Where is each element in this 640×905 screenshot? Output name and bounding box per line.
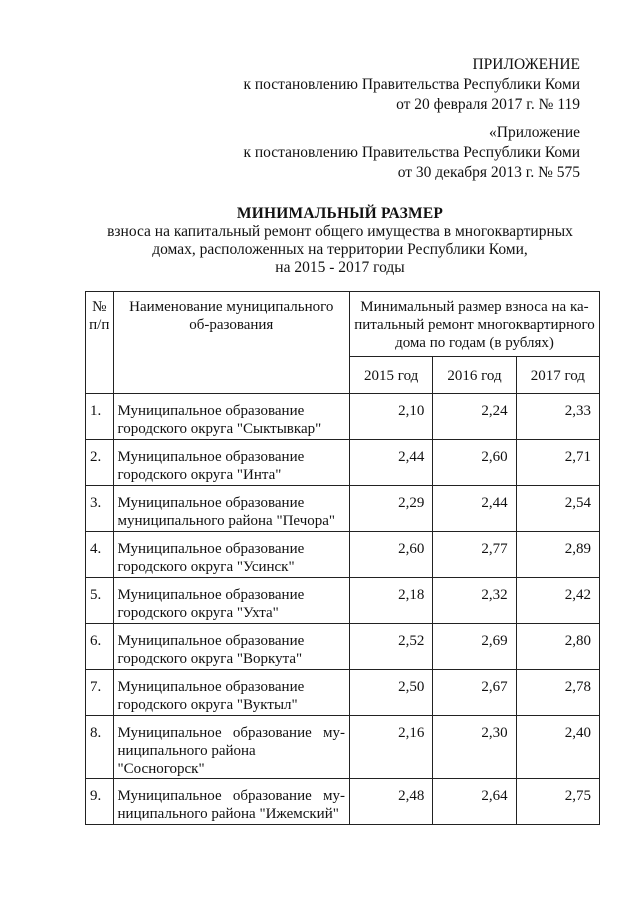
rate-2017: 2,71 (516, 440, 599, 486)
rate-2017: 2,89 (516, 532, 599, 578)
table-row (86, 578, 600, 624)
row-number: 9. (86, 779, 114, 825)
rate-2017: 2,80 (516, 624, 599, 670)
rate-2016: 2,77 (433, 532, 516, 578)
original-appendix-header (243, 123, 580, 183)
row-number: 2. (86, 440, 114, 486)
rate-2015: 2,52 (350, 624, 433, 670)
municipality-line-1: Муниципальное образование (117, 403, 305, 419)
appendix-resolution: к постановлению Правительства Республики Коми (243, 76, 580, 93)
header-year-2015: 2015 год (350, 357, 433, 394)
rate-2017: 2,78 (516, 670, 599, 716)
rate-2016: 2,60 (433, 440, 516, 486)
municipality-line-2: городского округа "Вуктыл" (117, 697, 298, 713)
table-row (86, 394, 600, 440)
rate-2015: 2,16 (350, 716, 433, 779)
rate-2016: 2,67 (433, 670, 516, 716)
title-line-4: на 2015 - 2017 годы (275, 259, 405, 276)
municipality-line-2: городского округа "Усинск" (117, 559, 295, 575)
row-municipality (113, 394, 349, 440)
rate-2017: 2,40 (516, 716, 599, 779)
row-number: 7. (86, 670, 114, 716)
rates-table (85, 291, 600, 825)
municipality-line-1: Муниципальное образование (117, 633, 305, 649)
row-number: 6. (86, 624, 114, 670)
rate-2017: 2,42 (516, 578, 599, 624)
row-number: 8. (86, 716, 114, 779)
row-municipality (113, 779, 349, 825)
row-municipality (113, 486, 349, 532)
title-line-2: взноса на капитальный ремонт общего имущества в многоквартирных (107, 223, 573, 240)
municipality-line-2: городского округа "Воркута" (117, 651, 303, 667)
rate-2015: 2,29 (350, 486, 433, 532)
header-municipality: Наименование муниципального об-разования (113, 292, 349, 394)
rate-2016: 2,69 (433, 624, 516, 670)
original-appendix-label: «Приложение (489, 124, 580, 141)
row-municipality (113, 532, 349, 578)
table-row (86, 670, 600, 716)
row-municipality (113, 716, 349, 779)
municipality-line-2: ниципального района "Сосногорск" (117, 743, 256, 777)
rate-2016: 2,44 (433, 486, 516, 532)
rate-2017: 2,75 (516, 779, 599, 825)
table-row (86, 486, 600, 532)
municipality-line-1: Муниципальное образование (117, 679, 305, 695)
row-municipality (113, 440, 349, 486)
rate-2015: 2,60 (350, 532, 433, 578)
table-row (86, 440, 600, 486)
rate-2015: 2,18 (350, 578, 433, 624)
municipality-line-2: муниципального района "Печора" (117, 513, 336, 529)
table-row (86, 716, 600, 779)
municipality-line-1: Муниципальное образование му- (117, 725, 345, 741)
original-appendix-resolution: к постановлению Правительства Республики Коми (243, 144, 580, 161)
municipality-line-1: Муниципальное образование (117, 449, 305, 465)
rate-2016: 2,24 (433, 394, 516, 440)
header-number: № п/п (86, 292, 114, 394)
row-number: 5. (86, 578, 114, 624)
municipality-line-1: Муниципальное образование му- (117, 788, 345, 804)
municipality-line-2: городского округа "Инта" (117, 467, 282, 483)
title-heading: МИНИМАЛЬНЫЙ РАЗМЕР (236, 205, 444, 222)
row-number: 1. (86, 394, 114, 440)
header-year-2017: 2017 год (516, 357, 599, 394)
municipality-line-1: Муниципальное образование (117, 541, 305, 557)
rate-2016: 2,32 (433, 578, 516, 624)
appendix-label: ПРИЛОЖЕНИЕ (472, 56, 580, 73)
rate-2015: 2,50 (350, 670, 433, 716)
header-rate-group: Минимальный размер взноса на ка-питальный ремонт многоквартирного дома по годам (в рублях) (350, 292, 600, 357)
rate-2015: 2,10 (350, 394, 433, 440)
appendix-date: от 20 февраля 2017 г. № 119 (396, 96, 580, 113)
municipality-line-2: ниципального района "Ижемский" (117, 806, 339, 822)
table-row (86, 779, 600, 825)
row-municipality (113, 670, 349, 716)
table-row (86, 624, 600, 670)
rate-2015: 2,48 (350, 779, 433, 825)
document-title (80, 205, 600, 277)
table-header-row (86, 292, 600, 357)
appendix-header (243, 55, 580, 115)
rate-2017: 2,33 (516, 394, 599, 440)
title-line-3: домах, расположенных на территории Республики Коми, (152, 241, 528, 258)
row-number: 4. (86, 532, 114, 578)
row-municipality (113, 578, 349, 624)
row-municipality (113, 624, 349, 670)
rate-2016: 2,64 (433, 779, 516, 825)
municipality-line-2: городского округа "Сыктывкар" (117, 421, 322, 437)
municipality-line-1: Муниципальное образование (117, 587, 305, 603)
rate-2017: 2,54 (516, 486, 599, 532)
row-number: 3. (86, 486, 114, 532)
municipality-line-2: городского округа "Ухта" (117, 605, 279, 621)
rate-2015: 2,44 (350, 440, 433, 486)
table-row (86, 532, 600, 578)
header-year-2016: 2016 год (433, 357, 516, 394)
original-appendix-date: от 30 декабря 2013 г. № 575 (397, 164, 580, 181)
rate-2016: 2,30 (433, 716, 516, 779)
municipality-line-1: Муниципальное образование (117, 495, 305, 511)
